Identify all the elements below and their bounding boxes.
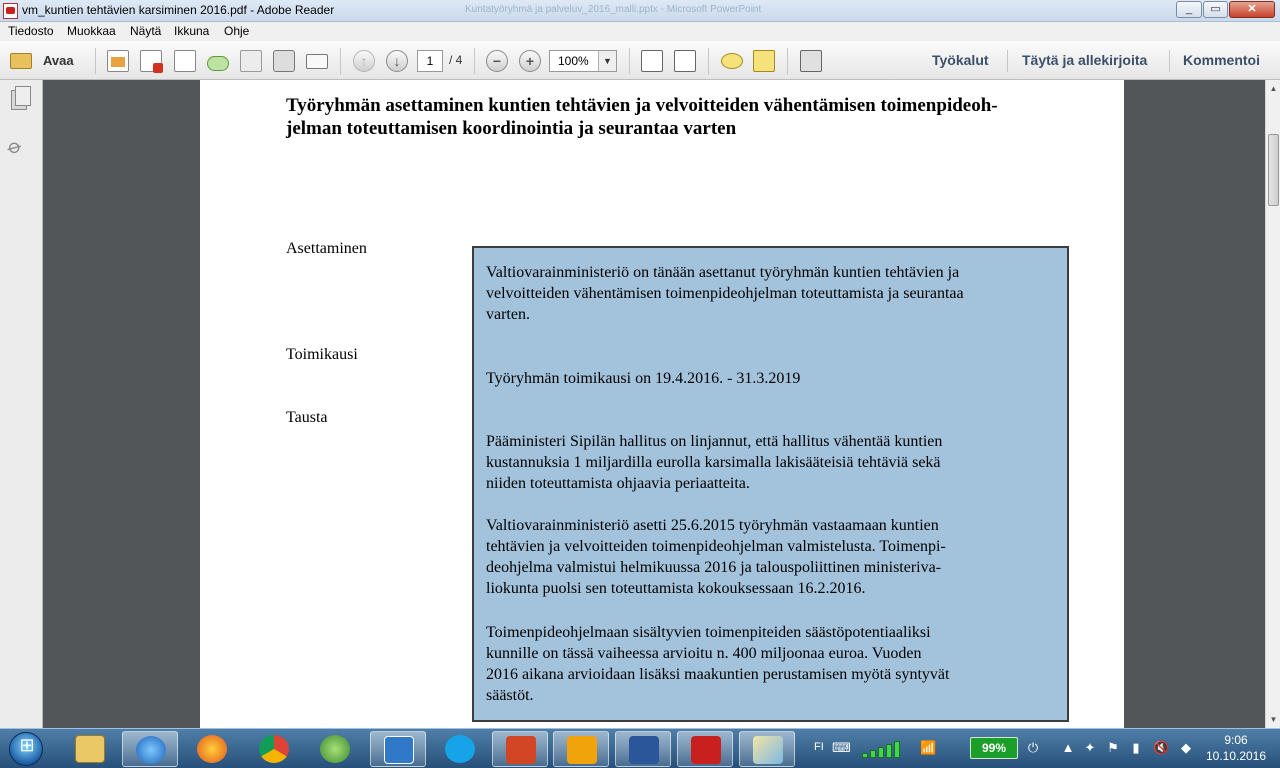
text-line: 2016 aikana arvioidaan lisäksi maakuntien perustamisen myötä syntyvät [486,666,950,683]
taskbar-network-app[interactable] [307,731,363,767]
scroll-down-icon[interactable]: ▼ [1269,715,1278,724]
previous-page-icon[interactable]: ↑ [353,50,375,72]
comment-link[interactable]: Kommentoi [1183,52,1260,68]
toolbar-separator [708,48,709,74]
scrollbar-thumb[interactable] [1268,134,1279,206]
volume-muted-icon[interactable]: 🔇 [1153,740,1170,755]
taskbar-adobe-reader[interactable] [677,731,733,767]
skype-icon [445,735,475,763]
open-label: Avaa [43,53,74,68]
print-icon[interactable] [273,50,295,72]
zoom-in-icon[interactable]: + [519,50,541,72]
menu-window[interactable]: Ikkuna [174,24,210,38]
text-line: kunnille on tässä vaiheessa arvioitu n. 400 miljoonaa euroa. Vuoden [486,645,922,662]
text-line: liokunta puolsi sen toteuttamista kokouksessaan 16.2.2016. [486,580,866,597]
text-line: deohjelma valmistui helmikuussa 2016 ja talouspoliittinen ministeriva- [486,559,942,576]
window-title: vm_kuntien tehtävien karsiminen 2016.pdf - Adobe Reader [22,3,335,17]
clock-time: 9:06 [1224,733,1248,747]
taskbar-skype[interactable] [432,731,488,767]
menu-bar [0,22,1280,41]
close-button[interactable]: ✕ [1229,1,1275,18]
toolbar-separator [1169,50,1170,72]
minimize-button[interactable]: _ [1176,1,1202,18]
paragraph-tausta-1 [486,431,1061,494]
label-tausta: Tausta [286,409,328,426]
battery-indicator[interactable]: 99% [970,737,1018,759]
powerpoint-icon [506,736,536,764]
toolbar-separator [474,48,475,74]
text-line: tehtävien ja velvoitteiden toimenpideohjelman valmistelusta. Toimenpi- [486,538,946,555]
paint-icon [753,736,783,764]
tools-link[interactable]: Työkalut [932,52,989,68]
windows-logo-icon [9,732,43,766]
label-toimikausi: Toimikausi [286,346,358,363]
email-icon[interactable] [306,54,328,69]
sync-icon[interactable]: ✦ [1084,740,1096,755]
adobe-reader-icon [3,3,18,19]
create-pdf-icon[interactable] [107,50,129,72]
paragraph-tausta-2 [486,515,1061,599]
chrome-icon [259,735,289,763]
text-line: säästöt. [486,687,534,704]
zoom-select[interactable] [549,50,617,72]
content-box [472,246,1069,722]
taskbar-internet-explorer[interactable] [122,731,178,767]
mobile-signal-icon[interactable] [862,738,906,758]
menu-file[interactable]: Tiedosto [8,24,54,38]
cloud-upload-icon[interactable] [206,50,228,72]
paragraph-toimikausi [486,368,1061,389]
adobe-reader-icon [691,736,721,764]
text-line: velvoitteiden vähentämisen toimenpideohjelman toteuttamista ja seurantaa [486,285,964,302]
edit-document-icon[interactable] [174,50,196,72]
page-thumbnails-icon[interactable] [11,90,27,110]
toolbar-separator [1007,50,1008,72]
title-bar [0,0,1280,22]
text-line: Valtiovarainministeriö on tänään asettanut työryhmän kuntien tehtävien ja [486,264,960,281]
taskbar-paint[interactable] [739,731,795,767]
page-total: / 4 [449,53,463,67]
text-line: niiden toteuttamista ohjaavia periaatteita. [486,475,750,492]
document-viewport[interactable] [43,80,1265,728]
internet-explorer-icon [136,736,166,764]
taskbar [0,728,1280,768]
fit-width-icon[interactable] [674,50,696,72]
taskbar-firefox[interactable] [184,731,240,767]
toolbar-separator [95,48,96,74]
lync-icon [384,736,414,764]
security-icon[interactable]: ◆ [1181,740,1191,755]
heading-line: jelman toteuttamisen koordinointia ja seurantaa varten [286,118,737,139]
label-asettaminen: Asettaminen [286,240,367,257]
taskbar-powerpoint[interactable] [492,731,548,767]
text-line: Toimenpideohjelmaan sisältyvien toimenpiteiden säästöpotentiaaliksi [486,624,931,641]
text-line: kustannuksia 1 miljardilla eurolla karsimalla lakisääteisiä tehtäviä sekä [486,454,941,471]
document-heading [286,94,1046,140]
toolbar [0,41,1280,80]
highlight-pen-icon[interactable] [753,50,775,72]
word-icon [629,736,659,764]
text-line: Valtiovarainministeriö asetti 25.6.2015 työryhmän vastaamaan kuntien [486,517,939,534]
heading-line: Työryhmän asettaminen kuntien tehtävien ja velvoitteiden vähentämisen toimenpideoh- [286,95,998,116]
fit-page-icon[interactable] [641,50,663,72]
save-icon[interactable] [240,50,262,72]
menu-help[interactable]: Ohje [224,24,250,38]
wireless-icon[interactable]: 📶 [920,740,937,755]
export-pdf-icon[interactable] [140,50,162,72]
full-screen-icon[interactable] [800,50,822,72]
text-line: varten. [486,306,530,323]
paragraph-asettaminen [486,262,1061,325]
text-line: Työryhmän toimikausi on 19.4.2016. - 31.3.2019 [486,370,801,387]
open-button[interactable] [8,49,80,73]
power-plug-icon[interactable]: ⏻ [1027,740,1039,755]
navigation-pane [0,80,43,728]
keyboard-icon[interactable]: ⌨ [832,740,851,755]
toolbar-separator [340,48,341,74]
show-hidden-icons-icon[interactable]: ▲ [1061,740,1075,755]
text-line: Pääministeri Sipilän hallitus on linjannut, että hallitus vähentää kuntien [486,433,943,450]
scroll-up-icon[interactable]: ▲ [1269,84,1278,93]
taskbar-word[interactable] [615,731,671,767]
page-number-input[interactable]: 1 [417,50,443,72]
toolbar-separator [629,48,630,74]
network-icon[interactable]: ▮ [1132,740,1140,755]
paragraph-tausta-3 [486,622,1061,706]
attachments-icon[interactable]: ⌀ [4,134,26,160]
taskbar-explorer[interactable] [62,731,118,767]
language-indicator[interactable]: FI [814,741,824,753]
zoom-value: 100% [558,54,589,68]
zoom-out-icon[interactable]: − [486,50,508,72]
firefox-icon [197,735,227,763]
fill-sign-link[interactable]: Täytä ja allekirjoita [1022,52,1148,68]
background-window-title: Kuntatyöryhmä ja palveluv_2016_malli.pptx - Microsoft PowerPoint [465,4,762,15]
globe-icon [320,735,350,763]
vertical-scrollbar[interactable] [1265,80,1280,728]
folder-icon [10,53,32,69]
menu-view[interactable]: Näytä [130,24,162,38]
folder-icon [75,735,105,763]
taskbar-chrome[interactable] [246,731,302,767]
start-button[interactable] [2,730,52,768]
comment-icon[interactable] [721,53,743,69]
toolbar-separator [787,48,788,74]
taskbar-clock[interactable] [1200,732,1272,764]
chevron-down-icon[interactable]: ▼ [598,51,616,71]
pdf-page [200,80,1124,728]
maximize-button[interactable]: ▭ [1203,1,1228,18]
menu-edit[interactable]: Muokkaa [67,24,116,38]
next-page-icon[interactable]: ↓ [386,50,408,72]
action-center-flag-icon[interactable]: ⚑ [1107,740,1119,755]
taskbar-outlook[interactable] [553,731,609,767]
outlook-icon [567,736,597,764]
taskbar-lync[interactable] [370,731,426,767]
clock-date: 10.10.2016 [1205,749,1267,763]
